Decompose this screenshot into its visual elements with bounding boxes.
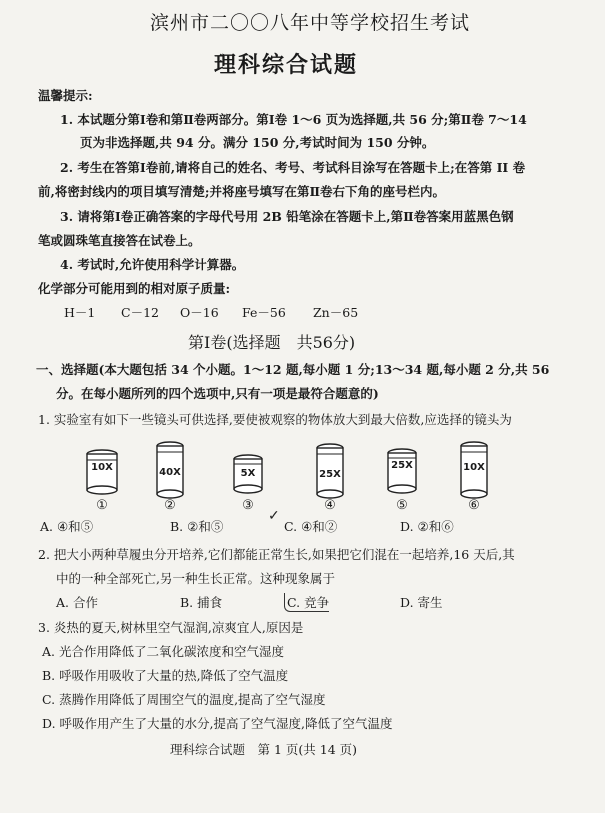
q2-option-d: D. 寄生 xyxy=(400,595,443,610)
lens-5 xyxy=(384,448,420,496)
q3-stem: 3. 炎热的夏天,树林里空气湿润,凉爽宜人,原因是 xyxy=(38,620,304,635)
section-1-intro-line-2: 分。在每小题所列的四个选项中,只有一项是最符合题意的) xyxy=(56,386,379,401)
lens-6-label: 10X xyxy=(463,462,485,473)
lens-2-number: ② xyxy=(164,498,176,513)
q2-option-c: C. 竞争 xyxy=(284,593,329,612)
q3-option-c: C. 蒸腾作用降低了周围空气的温度,提高了空气湿度 xyxy=(42,692,326,707)
atomic-mass-label: 化学部分可能用到的相对原子质量: xyxy=(38,281,231,296)
lens-2-label: 40X xyxy=(159,467,181,478)
lens-3-label: 5X xyxy=(240,468,256,479)
q1-option-d: D. ②和⑥ xyxy=(400,519,454,534)
notice-item-3-line-1: 3. 请将第Ⅰ卷正确答案的字母代号用 2B 铅笔涂在答题卡上,第Ⅱ卷答案用蓝黑色钢 xyxy=(60,209,514,224)
lens-3 xyxy=(230,454,266,496)
paper-title: 理科综合试题 xyxy=(214,52,359,78)
handwritten-check-icon: ✓ xyxy=(268,508,280,524)
lens-5-icon xyxy=(384,448,420,496)
lens-1-icon xyxy=(82,448,122,498)
notice-item-4: 4. 考试时,允许使用科学计算器。 xyxy=(60,257,245,272)
notice-item-2-line-1: 2. 考生在答第Ⅰ卷前,请将自己的姓名、考号、考试科目涂写在答题卡上;在答第 II 卷 xyxy=(60,160,526,175)
q3-option-a: A. 光合作用降低了二氧化碳浓度和空气湿度 xyxy=(42,644,284,659)
notice-item-1-line-2: 页为非选择题,共 94 分。满分 150 分,考试时间为 150 分钟。 xyxy=(80,135,435,150)
section-1-title: 第Ⅰ卷(选择题 共56分) xyxy=(188,333,356,352)
q1-option-c: C. ④和② xyxy=(284,519,338,534)
lens-4-label: 25X xyxy=(319,469,341,480)
lens-5-label: 25X xyxy=(391,460,413,471)
lens-6 xyxy=(456,440,492,500)
atomic-mass-fe: Fe－56 xyxy=(242,305,286,320)
lens-1 xyxy=(82,448,122,498)
q3-option-d: D. 呼吸作用产生了大量的水分,提高了空气湿度,降低了空气温度 xyxy=(42,716,393,731)
lens-2 xyxy=(152,440,188,500)
atomic-mass-o: O－16 xyxy=(180,305,219,320)
lens-5-number: ⑤ xyxy=(396,498,408,513)
lens-1-number: ① xyxy=(96,498,108,513)
section-1-intro-line-1: 一、选择题(本大题包括 34 个小题。1～12 题,每小题 1 分;13～34 题,每小题 2 分,共 56 xyxy=(36,362,550,377)
exam-title: 滨州市二〇〇八年中等学校招生考试 xyxy=(150,12,471,34)
page-footer: 理科综合试题 第 1 页(共 14 页) xyxy=(170,742,358,757)
notice-item-3-line-2: 笔或圆珠笔直接答在试卷上。 xyxy=(38,233,201,248)
atomic-mass-c: C－12 xyxy=(121,305,159,320)
q2-line-2: 中的一种全部死亡,另一种生长正常。这种现象属于 xyxy=(56,571,335,586)
lens-3-number: ③ xyxy=(242,498,254,513)
notice-item-2-line-2: 前,将密封线内的项目填写清楚;并将座号填写在第Ⅱ卷右下角的座号栏内。 xyxy=(38,184,446,199)
lens-4 xyxy=(312,442,348,500)
notice-label: 温馨提示: xyxy=(38,88,93,103)
q1-option-a: A. ④和⑤ xyxy=(40,519,94,534)
lens-4-number: ④ xyxy=(324,498,336,513)
lens-6-number: ⑥ xyxy=(468,498,480,513)
q3-option-b: B. 呼吸作用吸收了大量的热,降低了空气温度 xyxy=(42,668,289,683)
q1-option-b: B. ②和⑤ xyxy=(170,519,224,534)
q2-option-a: A. 合作 xyxy=(56,595,98,610)
notice-item-1-line-1: 1. 本试题分第Ⅰ卷和第Ⅱ卷两部分。第Ⅰ卷 1～6 页为选择题,共 56 分;第Ⅱ卷 7～14 xyxy=(60,112,527,127)
q2-line-1: 2. 把大小两种草履虫分开培养,它们都能正常生长,如果把它们混在一起培养,16 天后,其 xyxy=(38,547,515,562)
atomic-mass-h: H－1 xyxy=(64,305,96,320)
lens-1-label: 10X xyxy=(91,462,113,473)
q2-option-b: B. 捕食 xyxy=(180,595,223,610)
q1-stem: 1. 实验室有如下一些镜头可供选择,要使被观察的物体放大到最大倍数,应选择的镜头为 xyxy=(38,412,512,427)
atomic-mass-zn: Zn－65 xyxy=(313,305,359,320)
